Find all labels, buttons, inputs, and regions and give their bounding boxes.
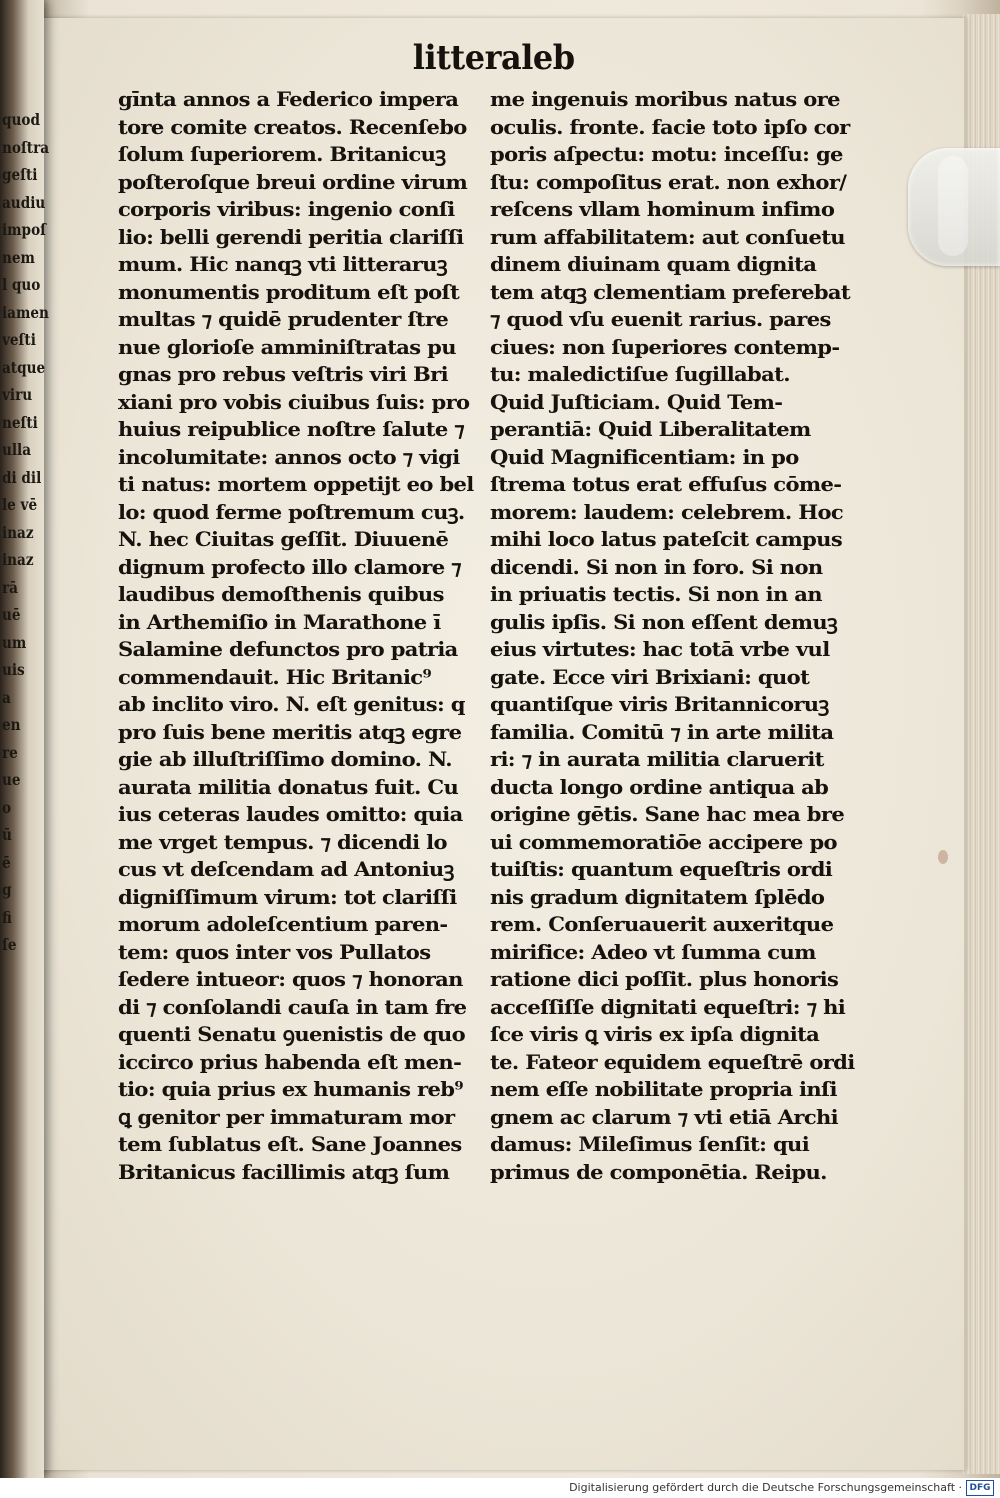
text-line: gnas pro rebus veſtris viri Bri (118, 363, 448, 386)
text-line: morem: laudem: celebrem. Hoc (490, 500, 844, 524)
text-line: poſteroſque breui ordine virum (118, 170, 468, 194)
text-line: gate. Ecce viri Brixiani: quot (490, 665, 810, 689)
text-line: mum. Hic nanqꝫ vti litteraruꝫ (118, 253, 447, 276)
text-line: cus vt deſcendam ad Antoniuꝫ (118, 858, 454, 881)
text-line: ratione dici poſſit. plus honoris (490, 968, 839, 991)
facing-page-fragment: ue (2, 770, 21, 789)
text-line: incolumitate: annos octo ⁊ vigi (118, 445, 460, 469)
text-line: me vrget tempus. ⁊ dicendi lo (118, 830, 447, 854)
text-line: corporis viribus: ingenio conſi (118, 198, 455, 221)
text-line: Britanicus facillimis atqꝫ ſum (118, 1160, 450, 1184)
text-line: Quid Magnificentiam: in po (490, 445, 799, 469)
text-line: nem eſſe nobilitate propria inſi (490, 1078, 837, 1101)
text-line: in Arthemiſio in Marathone ī (118, 610, 441, 634)
text-line: tore comite creatos. Recenſebo (118, 115, 467, 139)
text-line: ſce viris ꝗ viris ex ipſa dignita (490, 1023, 820, 1046)
facing-page-fragment: veſti (2, 330, 36, 349)
text-line: ſtu: compoſitus erat. non exhor/ (490, 170, 847, 194)
text-line: xiani pro vobis ciuibus ſuis: pro (118, 390, 470, 414)
text-line: perantiā: Quid Liberalitatem (490, 418, 811, 441)
text-line: gnem ac clarum ⁊ vti etiā Archi (490, 1105, 839, 1129)
page-tab-marker (908, 148, 1000, 266)
facing-page-fragment: impoſ (2, 220, 46, 239)
facing-page-fragment: ē (2, 852, 11, 872)
text-line: Quid Juſticiam. Quid Tem- (490, 390, 783, 414)
text-line: dinem diuinam quam dignita (490, 253, 817, 276)
text-line: origine gētis. Sane hac mea bre (490, 803, 845, 826)
text-line: me ingenuis moribus natus ore (490, 88, 840, 111)
facing-page-fragment: le vē (2, 495, 38, 514)
facing-page-fragment: o (2, 797, 12, 817)
text-line: pro ſuis bene meritis atqꝫ egre (118, 720, 462, 744)
text-line: dignum profecto illo clamore ⁊ (118, 555, 461, 579)
facing-page-fragment: geſti (2, 165, 38, 184)
text-line: tio: quia prius ex humanis reb⁹ (118, 1078, 463, 1101)
text-line: reſcens vllam hominum infimo (490, 198, 835, 221)
facing-page-fragment: a (2, 687, 11, 707)
text-line: quantiſque viris Britannicoruꝫ (490, 693, 829, 716)
text-line: tuiſtis: quantum equeſtris ordi (490, 858, 833, 881)
facing-page-fragment: l quo (2, 275, 41, 294)
facing-page-fragment: um (2, 632, 27, 652)
text-line: poris aſpectu: motu: inceſſu: ge (490, 143, 843, 166)
facing-page-fragment: ſe (2, 935, 17, 954)
text-line: tem: quos inter vos Pullatos (118, 940, 431, 964)
text-line: huius reipublice noſtre ſalute ⁊ (118, 418, 465, 441)
text-line: eius virtutes: hac totā vrbe vul (490, 638, 830, 661)
left-text-column (118, 86, 486, 1186)
facing-page-fragment: ulla (2, 440, 32, 459)
text-line: commendauit. Hic Britanic⁹ (118, 665, 432, 689)
text-line: mihi loco latus pateſcit campus (490, 528, 843, 551)
text-line: N. hec Ciuitas geſſit. Diuuenē (118, 528, 449, 551)
text-line: te. Fateor equidem equeſtrē ordi (490, 1050, 855, 1074)
text-line: damus: Mileſimus ſenſit: qui (490, 1133, 810, 1156)
text-line: di ⁊ conſolandi cauſa in tam fre (118, 995, 467, 1019)
text-line: tem atqꝫ clementiam preferebat (490, 280, 850, 304)
text-line: ui commemoratiōe accipere po (490, 830, 837, 854)
right-text-column (490, 86, 858, 1186)
facing-page-fragment: re (2, 742, 18, 762)
facing-page-fragment: fi (2, 907, 12, 927)
digitization-footer (0, 1478, 1000, 1498)
facing-page-fragment: quod (2, 110, 40, 129)
text-line: ri: ⁊ in aurata militia claruerit (490, 748, 824, 771)
text-line: ducta longo ordine antiqua ab (490, 775, 829, 799)
text-line: quenti Senatu ꝯuenistis de quo (118, 1023, 466, 1046)
text-line: morum adoleſcentium paren- (118, 913, 448, 936)
text-line: ciues: non ſuperiores contemp- (490, 335, 840, 359)
text-line: laudibus demoſthenis quibus (118, 583, 444, 606)
footer-credit: Digitalisierung gefördert durch die Deutsche Forschungsgemeinschaft · (569, 1481, 962, 1494)
text-line: nue glorioſe amminiſtratas pu (118, 335, 456, 359)
text-line: iccirco prius habenda eſt men- (118, 1050, 462, 1074)
text-line: gīnta annos a Federico impera (118, 88, 459, 111)
facing-page-fragment: viru (2, 385, 33, 404)
text-line: ꝗ genitor per immaturam mor (118, 1105, 455, 1129)
text-line: multas ⁊ quidē prudenter ſtre (118, 308, 449, 331)
text-line: ab inclito viro. N. eſt genitus: q (118, 693, 465, 716)
facing-page-fragment: iamen (2, 302, 49, 322)
text-line: lio: belli gerendi peritia clariſſi (118, 225, 464, 249)
text-line: ⁊ quod vſu euenit rarius. pares (490, 308, 831, 331)
text-line: ſtrema totus erat effuſus cōme- (490, 473, 842, 496)
text-line: lo: quod ferme poſtremum cuꝫ. (118, 500, 465, 524)
text-line: tu: maledictiſue ſugillabat. (490, 363, 790, 386)
text-line: gie ab illuſtriſſimo domino. N. (118, 748, 453, 771)
text-line: monumentis proditum eſt poſt (118, 280, 460, 304)
facing-page-fragment: rā (2, 577, 18, 597)
facing-page-fragment: uē (2, 605, 21, 624)
facing-page-fragment: uis (2, 660, 25, 679)
text-line: primus de componētia. Reipu. (490, 1160, 827, 1184)
text-line: rem. Conſeruauerit auxeritque (490, 913, 834, 936)
ink-stain (938, 850, 948, 864)
text-line: ius ceteras laudes omitto: quia (118, 803, 463, 826)
text-line: tem ſublatus eſt. Sane Joannes (118, 1133, 462, 1156)
text-line: oculis. fronte. facie toto ipſo cor (490, 115, 850, 139)
text-line: nis gradum dignitatem ſplēdo (490, 885, 825, 909)
facing-page-fragment: nem (2, 247, 35, 267)
text-line: Salamine defunctos pro patria (118, 638, 458, 661)
facing-page-fragment: inaz (2, 550, 34, 569)
facing-page-fragment: audiu (2, 192, 46, 212)
text-line: ti natus: mortem oppetijt eo bel (118, 473, 474, 496)
facing-page-fragment: en (2, 715, 21, 734)
text-line: ſolum ſuperiorem. Britanicuꝫ (118, 143, 446, 166)
running-head: litteraleb (412, 38, 575, 78)
facing-page-fragment: ū (2, 825, 12, 844)
facing-page-fragment: atque (2, 357, 46, 377)
text-line: gulis ipſis. Si non eſſent demuꝫ (490, 610, 838, 634)
text-line: mirifice: Adeo vt ſumma cum (490, 940, 816, 964)
text-line: familia. Comitū ⁊ in arte milita (490, 720, 834, 744)
facing-page-edge (0, 0, 50, 1478)
facing-page-fragment: inaz (2, 522, 34, 542)
text-line: digniſſimum virum: tot clariſſi (118, 885, 457, 909)
facing-page-fragment: g (2, 880, 12, 899)
text-line: acceſſiſſe dignitati equeſtri: ⁊ hi (490, 995, 846, 1019)
facing-page-fragment: neſti (2, 412, 38, 432)
facing-page-fragment: di dil (2, 467, 42, 487)
text-line: dicendi. Si non in foro. Si non (490, 555, 823, 579)
text-line: in priuatis tectis. Si non in an (490, 583, 822, 606)
dfg-logo: DFG (966, 1480, 994, 1496)
text-line: aurata militia donatus fuit. Cu (118, 775, 459, 799)
text-line: rum affabilitatem: aut conſuetu (490, 225, 845, 249)
facing-page-fragment: noſtra (2, 137, 50, 157)
text-line: ſedere intueor: quos ⁊ honoran (118, 968, 463, 991)
